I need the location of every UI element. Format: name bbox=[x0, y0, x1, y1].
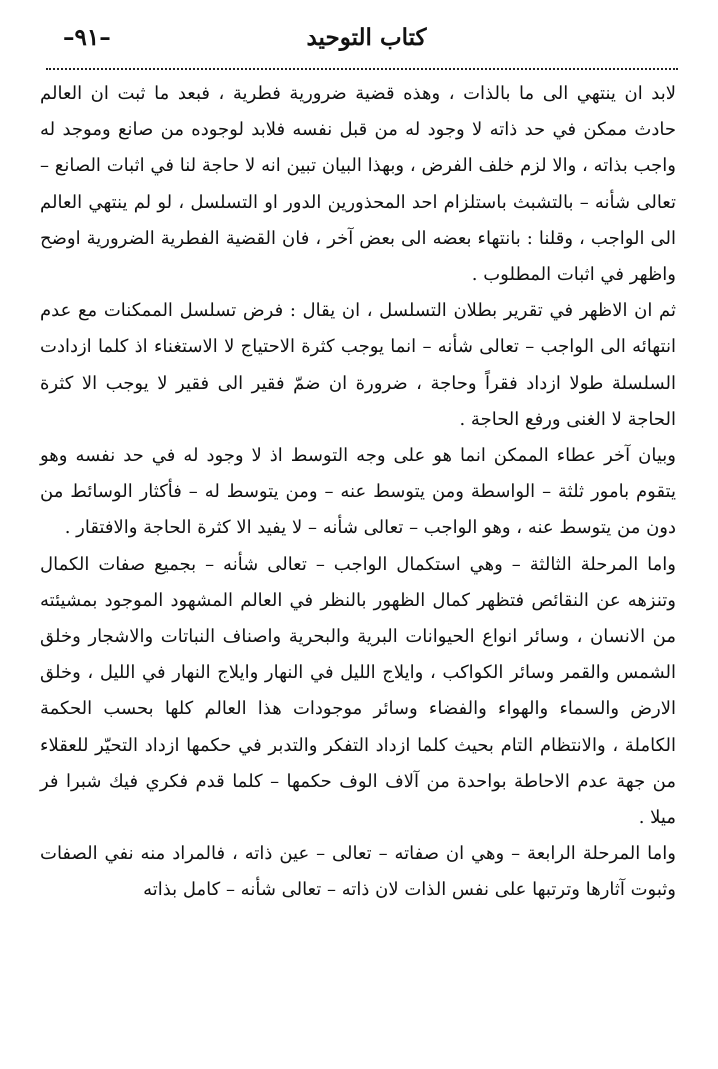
paragraph: ثم ان الاظهر في تقرير بطلان التسلسل ، ان يقال : فرض تسلسل الممكنات مع عدم انتهائه الى الواجب – تعالى شأنه – انما يوجب كثرة الاحتياج لا الاستغناء اذ كلما ازدادت السلسلة طولا ازداد فقراً وحاجة ، ضرورة ان ضمّ فقير الى فقير لا يوجب الا كثرة الحاجة لا الغنى ورفع الحاجة . bbox=[40, 300, 676, 430]
paragraph: واما المرحلة الثالثة – وهي استكمال الواجب – تعالى شأنه – بجميع صفات الكمال وتنزهه عن النقائص فتظهر كمال الظهور بالنظر في العالم المشهود الموجود بمشيئته من الانسان ، وسائر انواع الحيوانات البرية والبحرية واصناف النباتات والاشجار وخلق الشمس والقمر وسائر الكواكب ، وايلاج الليل في النهار وايلاج النهار في الليل ، وخلق الارض والسماء والهواء والفضاء وسائر موجودات هذا العالم كلها بحسب الحكمة الكاملة ، والانتظام التام بحيث كلما ازداد التفكر والتدبر في حكمها ازداد التحيّر للعقلاء من جهة عدم الاحاطة بواحدة من آلاف الوف حكمها – كلما قدم فكري فيك شبرا فر ميلا . bbox=[40, 553, 676, 829]
page-number: –٩١– bbox=[63, 24, 111, 51]
running-title: كتاب التوحيد bbox=[306, 24, 427, 51]
body-text bbox=[40, 76, 676, 909]
paragraph: وبيان آخر عطاء الممكن انما هو على وجه التوسط اذ لا وجود له في حد نفسه وهو يتقوم بامور ثلثة – الواسطة ومن يتوسط عنه – ومن يتوسط له – فأكثار الوسائط من دون من يتوسط عنه ، وهو الواجب – تعالى شأنه – لا يفيد الا كثرة الحاجة والافتقار . bbox=[40, 445, 676, 539]
paragraph: واما المرحلة الرابعة – وهي ان صفاته – تعالى – عين ذاته ، فالمراد منه نفي الصفات وثبوت آثارها وترتبها على نفس الذات لان ذاته – تعالى شأنه – كامل بذاته bbox=[40, 843, 676, 901]
paragraph: لابد ان ينتهي الى ما بالذات ، وهذه قضية ضرورية فطرية ، فبعد ما ثبت ان العالم حادث ممكن في حد ذاته لا وجود له من قبل نفسه فلابد لوجوده من صانع وموجد له واجب بذاته ، والا لزم خلف الفرض ، وبهذا البيان تبين انه لا حاجة لنا في اثبات الصانع – تعالى شأنه – بالتشبث باستلزام احد المحذورين الدور او التسلسل ، لو لم ينتهي العالم الى الواجب ، وقلنا : بانتهاء بعضه الى بعض آخر ، فان القضية الفطرية الضرورية اوضح واظهر في اثبات المطلوب . bbox=[40, 83, 676, 286]
page-header bbox=[55, 18, 678, 58]
header-divider bbox=[46, 68, 678, 70]
